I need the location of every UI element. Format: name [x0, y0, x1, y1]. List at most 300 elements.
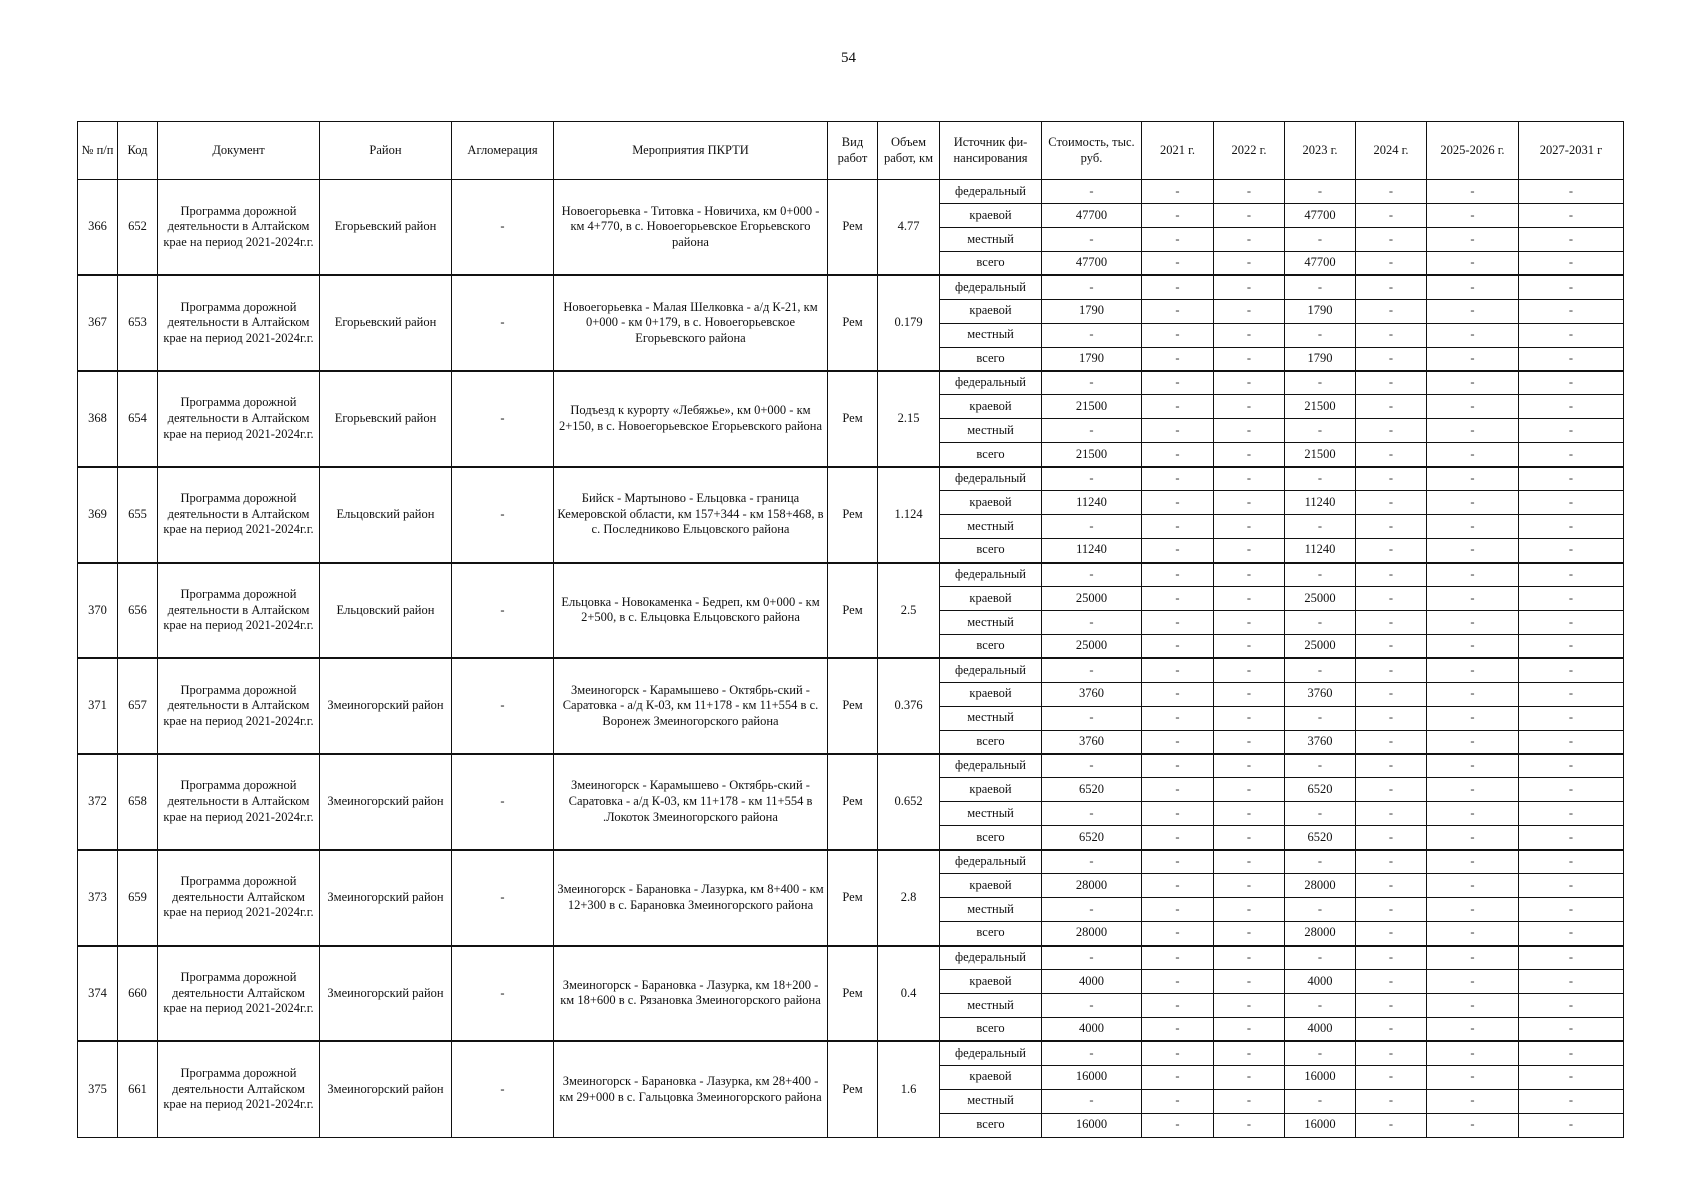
funding-y2024-cell: - — [1356, 180, 1427, 204]
row-agglomeration: - — [452, 563, 554, 659]
row-document: Программа дорожной деятельности Алтайском крае на период 2021-2024г.г. — [158, 946, 320, 1042]
funding-y2025-2026-cell: - — [1427, 563, 1519, 587]
funding-source-label: краевой — [940, 682, 1042, 706]
funding-source-label: местный — [940, 515, 1042, 539]
funding-y2027-2031-cell: - — [1519, 993, 1624, 1017]
funding-cost-cell: - — [1042, 706, 1142, 730]
header-2027-2031: 2027-2031 г — [1519, 122, 1624, 180]
funding-y2023-cell: - — [1285, 610, 1356, 634]
funding-y2021-cell: - — [1142, 658, 1214, 682]
funding-y2023-cell: - — [1285, 227, 1356, 251]
table-row — [78, 467, 1624, 491]
header-2024: 2024 г. — [1356, 122, 1427, 180]
row-code: 657 — [118, 658, 158, 754]
funding-y2022-cell: - — [1214, 586, 1285, 610]
funding-y2027-2031-cell: - — [1519, 419, 1624, 443]
row-work-type: Рем — [828, 371, 878, 467]
funding-source-label: местный — [940, 610, 1042, 634]
funding-y2025-2026-cell: - — [1427, 826, 1519, 850]
header-2021: 2021 г. — [1142, 122, 1214, 180]
funding-y2021-cell: - — [1142, 898, 1214, 922]
table-body — [78, 180, 1624, 1138]
funding-source-label: федеральный — [940, 467, 1042, 491]
funding-y2027-2031-cell: - — [1519, 467, 1624, 491]
funding-y2024-cell: - — [1356, 491, 1427, 515]
funding-source-label: федеральный — [940, 658, 1042, 682]
funding-y2021-cell: - — [1142, 180, 1214, 204]
funding-y2025-2026-cell: - — [1427, 802, 1519, 826]
row-number: 366 — [78, 180, 118, 276]
funding-y2022-cell: - — [1214, 993, 1285, 1017]
funding-y2027-2031-cell: - — [1519, 586, 1624, 610]
funding-y2022-cell: - — [1214, 539, 1285, 563]
row-district: Егорьевский район — [320, 275, 452, 371]
funding-y2022-cell: - — [1214, 299, 1285, 323]
funding-y2023-cell: 25000 — [1285, 586, 1356, 610]
row-work-type: Рем — [828, 275, 878, 371]
funding-y2027-2031-cell: - — [1519, 730, 1624, 754]
funding-y2024-cell: - — [1356, 802, 1427, 826]
funding-y2025-2026-cell: - — [1427, 634, 1519, 658]
funding-y2021-cell: - — [1142, 682, 1214, 706]
funding-y2024-cell: - — [1356, 730, 1427, 754]
funding-y2025-2026-cell: - — [1427, 1089, 1519, 1113]
funding-y2021-cell: - — [1142, 1089, 1214, 1113]
row-code: 661 — [118, 1041, 158, 1137]
header-2023: 2023 г. — [1285, 122, 1356, 180]
funding-y2021-cell: - — [1142, 826, 1214, 850]
table-row — [78, 946, 1624, 970]
funding-y2021-cell: - — [1142, 802, 1214, 826]
funding-cost-cell: 16000 — [1042, 1065, 1142, 1089]
funding-y2025-2026-cell: - — [1427, 1017, 1519, 1041]
funding-y2022-cell: - — [1214, 491, 1285, 515]
funding-y2027-2031-cell: - — [1519, 634, 1624, 658]
funding-source-label: местный — [940, 802, 1042, 826]
funding-y2025-2026-cell: - — [1427, 395, 1519, 419]
row-agglomeration: - — [452, 371, 554, 467]
row-work-type: Рем — [828, 850, 878, 946]
funding-y2023-cell: 11240 — [1285, 491, 1356, 515]
funding-cost-cell: 6520 — [1042, 778, 1142, 802]
funding-y2024-cell: - — [1356, 347, 1427, 371]
funding-y2025-2026-cell: - — [1427, 419, 1519, 443]
header-agglomeration: Агломерация — [452, 122, 554, 180]
funding-source-label: краевой — [940, 778, 1042, 802]
funding-y2027-2031-cell: - — [1519, 395, 1624, 419]
funding-y2027-2031-cell: - — [1519, 1113, 1624, 1137]
funding-source-label: всего — [940, 539, 1042, 563]
funding-y2023-cell: - — [1285, 180, 1356, 204]
funding-y2024-cell: - — [1356, 203, 1427, 227]
funding-source-label: местный — [940, 227, 1042, 251]
funding-y2025-2026-cell: - — [1427, 539, 1519, 563]
funding-y2027-2031-cell: - — [1519, 443, 1624, 467]
funding-y2022-cell: - — [1214, 826, 1285, 850]
funding-source-label: краевой — [940, 874, 1042, 898]
funding-y2025-2026-cell: - — [1427, 969, 1519, 993]
funding-y2022-cell: - — [1214, 275, 1285, 299]
funding-y2027-2031-cell: - — [1519, 969, 1624, 993]
row-number: 368 — [78, 371, 118, 467]
row-district: Змеиногорский район — [320, 754, 452, 850]
funding-source-label: федеральный — [940, 180, 1042, 204]
funding-cost-cell: - — [1042, 563, 1142, 587]
funding-y2021-cell: - — [1142, 850, 1214, 874]
row-event: Бийск - Мартыново - Ельцовка - граница Кемеровской области, км 157+344 - км 158+468, в с. Последниково Ельцовского района — [554, 467, 828, 563]
funding-y2027-2031-cell: - — [1519, 1041, 1624, 1065]
funding-cost-cell: - — [1042, 850, 1142, 874]
row-number: 369 — [78, 467, 118, 563]
funding-y2022-cell: - — [1214, 850, 1285, 874]
funding-y2023-cell: 1790 — [1285, 299, 1356, 323]
funding-y2024-cell: - — [1356, 850, 1427, 874]
funding-y2021-cell: - — [1142, 874, 1214, 898]
funding-cost-cell: 47700 — [1042, 251, 1142, 275]
funding-y2024-cell: - — [1356, 299, 1427, 323]
funding-y2021-cell: - — [1142, 586, 1214, 610]
funding-y2024-cell: - — [1356, 395, 1427, 419]
funding-cost-cell: - — [1042, 227, 1142, 251]
row-document: Программа дорожной деятельности Алтайском крае на период 2021-2024г.г. — [158, 1041, 320, 1137]
funding-y2022-cell: - — [1214, 371, 1285, 395]
funding-y2024-cell: - — [1356, 251, 1427, 275]
funding-y2027-2031-cell: - — [1519, 826, 1624, 850]
row-code: 659 — [118, 850, 158, 946]
funding-cost-cell: - — [1042, 1089, 1142, 1113]
funding-y2025-2026-cell: - — [1427, 443, 1519, 467]
funding-y2021-cell: - — [1142, 1041, 1214, 1065]
funding-y2024-cell: - — [1356, 754, 1427, 778]
page-number: 54 — [841, 50, 856, 66]
row-volume: 0.179 — [878, 275, 940, 371]
row-district: Змеиногорский район — [320, 1041, 452, 1137]
funding-y2027-2031-cell: - — [1519, 658, 1624, 682]
funding-y2027-2031-cell: - — [1519, 610, 1624, 634]
funding-y2021-cell: - — [1142, 395, 1214, 419]
row-code: 652 — [118, 180, 158, 276]
row-volume: 2.8 — [878, 850, 940, 946]
row-volume: 0.4 — [878, 946, 940, 1042]
funding-source-label: всего — [940, 634, 1042, 658]
row-volume: 0.376 — [878, 658, 940, 754]
funding-source-label: федеральный — [940, 754, 1042, 778]
funding-y2023-cell: 1790 — [1285, 347, 1356, 371]
funding-cost-cell: - — [1042, 993, 1142, 1017]
funding-y2027-2031-cell: - — [1519, 515, 1624, 539]
funding-y2022-cell: - — [1214, 395, 1285, 419]
header-work-type: Вид работ — [828, 122, 878, 180]
funding-source-label: краевой — [940, 299, 1042, 323]
funding-y2021-cell: - — [1142, 922, 1214, 946]
funding-y2023-cell: - — [1285, 898, 1356, 922]
funding-cost-cell: 4000 — [1042, 969, 1142, 993]
funding-cost-cell: - — [1042, 323, 1142, 347]
funding-y2024-cell: - — [1356, 1113, 1427, 1137]
funding-y2025-2026-cell: - — [1427, 1113, 1519, 1137]
funding-y2025-2026-cell: - — [1427, 227, 1519, 251]
funding-y2024-cell: - — [1356, 874, 1427, 898]
funding-y2023-cell: - — [1285, 275, 1356, 299]
funding-source-label: всего — [940, 251, 1042, 275]
funding-y2022-cell: - — [1214, 1041, 1285, 1065]
funding-y2025-2026-cell: - — [1427, 993, 1519, 1017]
row-work-type: Рем — [828, 1041, 878, 1137]
row-work-type: Рем — [828, 946, 878, 1042]
funding-y2027-2031-cell: - — [1519, 539, 1624, 563]
funding-y2027-2031-cell: - — [1519, 1017, 1624, 1041]
funding-y2023-cell: 3760 — [1285, 682, 1356, 706]
funding-y2025-2026-cell: - — [1427, 491, 1519, 515]
row-agglomeration: - — [452, 754, 554, 850]
funding-y2021-cell: - — [1142, 467, 1214, 491]
funding-y2025-2026-cell: - — [1427, 203, 1519, 227]
row-volume: 1.6 — [878, 1041, 940, 1137]
row-document: Программа дорожной деятельности в Алтайском крае на период 2021-2024г.г. — [158, 658, 320, 754]
funding-y2024-cell: - — [1356, 586, 1427, 610]
funding-y2024-cell: - — [1356, 515, 1427, 539]
row-number: 370 — [78, 563, 118, 659]
funding-source-label: местный — [940, 706, 1042, 730]
funding-y2024-cell: - — [1356, 371, 1427, 395]
funding-cost-cell: - — [1042, 802, 1142, 826]
row-number: 372 — [78, 754, 118, 850]
funding-y2022-cell: - — [1214, 419, 1285, 443]
funding-y2023-cell: 21500 — [1285, 443, 1356, 467]
row-volume: 4.77 — [878, 180, 940, 276]
funding-y2025-2026-cell: - — [1427, 874, 1519, 898]
funding-y2022-cell: - — [1214, 634, 1285, 658]
funding-y2025-2026-cell: - — [1427, 371, 1519, 395]
funding-y2021-cell: - — [1142, 778, 1214, 802]
funding-y2022-cell: - — [1214, 802, 1285, 826]
row-volume: 2.5 — [878, 563, 940, 659]
row-district: Егорьевский район — [320, 371, 452, 467]
row-agglomeration: - — [452, 658, 554, 754]
funding-cost-cell: - — [1042, 419, 1142, 443]
header-event: Мероприятия ПКРТИ — [554, 122, 828, 180]
funding-cost-cell: 1790 — [1042, 347, 1142, 371]
funding-y2021-cell: - — [1142, 969, 1214, 993]
funding-y2023-cell: 47700 — [1285, 203, 1356, 227]
row-event: Змеиногорск - Барановка - Лазурка, км 28+400 - км 29+000 в с. Гальцовка Змеиногорского района — [554, 1041, 828, 1137]
funding-y2021-cell: - — [1142, 491, 1214, 515]
row-document: Программа дорожной деятельности в Алтайском крае на период 2021-2024г.г. — [158, 563, 320, 659]
funding-y2023-cell: 47700 — [1285, 251, 1356, 275]
funding-y2024-cell: - — [1356, 1089, 1427, 1113]
row-code: 656 — [118, 563, 158, 659]
funding-y2024-cell: - — [1356, 467, 1427, 491]
funding-y2021-cell: - — [1142, 419, 1214, 443]
funding-y2023-cell: - — [1285, 658, 1356, 682]
row-agglomeration: - — [452, 467, 554, 563]
funding-y2022-cell: - — [1214, 969, 1285, 993]
funding-source-label: местный — [940, 993, 1042, 1017]
funding-source-label: федеральный — [940, 850, 1042, 874]
funding-source-label: федеральный — [940, 563, 1042, 587]
funding-y2024-cell: - — [1356, 826, 1427, 850]
funding-cost-cell: - — [1042, 515, 1142, 539]
funding-y2027-2031-cell: - — [1519, 898, 1624, 922]
header-source: Источник фи-нансирования — [940, 122, 1042, 180]
funding-y2023-cell: - — [1285, 850, 1356, 874]
funding-cost-cell: 11240 — [1042, 491, 1142, 515]
funding-y2027-2031-cell: - — [1519, 299, 1624, 323]
funding-y2023-cell: - — [1285, 515, 1356, 539]
funding-y2022-cell: - — [1214, 754, 1285, 778]
funding-y2021-cell: - — [1142, 323, 1214, 347]
funding-y2027-2031-cell: - — [1519, 850, 1624, 874]
funding-y2021-cell: - — [1142, 754, 1214, 778]
row-agglomeration: - — [452, 180, 554, 276]
row-code: 658 — [118, 754, 158, 850]
header-document: Документ — [158, 122, 320, 180]
header-district: Район — [320, 122, 452, 180]
funding-y2022-cell: - — [1214, 1065, 1285, 1089]
table-row — [78, 563, 1624, 587]
funding-y2023-cell: - — [1285, 1041, 1356, 1065]
funding-y2022-cell: - — [1214, 251, 1285, 275]
funding-y2024-cell: - — [1356, 969, 1427, 993]
funding-cost-cell: 3760 — [1042, 730, 1142, 754]
row-code: 653 — [118, 275, 158, 371]
row-code: 655 — [118, 467, 158, 563]
funding-source-label: всего — [940, 347, 1042, 371]
funding-y2022-cell: - — [1214, 1017, 1285, 1041]
funding-y2022-cell: - — [1214, 467, 1285, 491]
funding-y2023-cell: 16000 — [1285, 1113, 1356, 1137]
funding-y2021-cell: - — [1142, 275, 1214, 299]
funding-y2023-cell: - — [1285, 323, 1356, 347]
header-code: Код — [118, 122, 158, 180]
funding-y2023-cell: - — [1285, 993, 1356, 1017]
row-volume: 0.652 — [878, 754, 940, 850]
funding-y2025-2026-cell: - — [1427, 754, 1519, 778]
funding-y2021-cell: - — [1142, 227, 1214, 251]
row-code: 660 — [118, 946, 158, 1042]
funding-y2023-cell: 4000 — [1285, 1017, 1356, 1041]
funding-cost-cell: - — [1042, 275, 1142, 299]
funding-y2025-2026-cell: - — [1427, 586, 1519, 610]
funding-y2027-2031-cell: - — [1519, 778, 1624, 802]
funding-cost-cell: 16000 — [1042, 1113, 1142, 1137]
funding-y2021-cell: - — [1142, 610, 1214, 634]
funding-y2024-cell: - — [1356, 634, 1427, 658]
funding-y2022-cell: - — [1214, 347, 1285, 371]
funding-y2021-cell: - — [1142, 706, 1214, 730]
funding-y2021-cell: - — [1142, 1017, 1214, 1041]
funding-source-label: местный — [940, 419, 1042, 443]
funding-source-label: краевой — [940, 395, 1042, 419]
table-row — [78, 658, 1624, 682]
funding-y2025-2026-cell: - — [1427, 898, 1519, 922]
funding-y2027-2031-cell: - — [1519, 275, 1624, 299]
funding-cost-cell: 28000 — [1042, 922, 1142, 946]
funding-y2022-cell: - — [1214, 922, 1285, 946]
funding-y2027-2031-cell: - — [1519, 1065, 1624, 1089]
funding-y2025-2026-cell: - — [1427, 1065, 1519, 1089]
funding-y2023-cell: - — [1285, 754, 1356, 778]
funding-y2027-2031-cell: - — [1519, 371, 1624, 395]
funding-source-label: местный — [940, 898, 1042, 922]
funding-cost-cell: 21500 — [1042, 395, 1142, 419]
funding-y2025-2026-cell: - — [1427, 180, 1519, 204]
row-district: Змеиногорский район — [320, 946, 452, 1042]
header-cost: Стоимость, тыс. руб. — [1042, 122, 1142, 180]
road-works-table — [77, 121, 1624, 1138]
row-event: Новоегорьевка - Малая Шелковка - а/д К-21, км 0+000 - км 0+179, в с. Новоегорьевское Егорьевского района — [554, 275, 828, 371]
funding-y2025-2026-cell: - — [1427, 682, 1519, 706]
row-work-type: Рем — [828, 467, 878, 563]
table-row — [78, 850, 1624, 874]
funding-y2023-cell: - — [1285, 467, 1356, 491]
funding-y2027-2031-cell: - — [1519, 227, 1624, 251]
funding-y2023-cell: - — [1285, 946, 1356, 970]
funding-y2025-2026-cell: - — [1427, 658, 1519, 682]
funding-y2025-2026-cell: - — [1427, 778, 1519, 802]
funding-y2022-cell: - — [1214, 443, 1285, 467]
funding-cost-cell: 25000 — [1042, 634, 1142, 658]
table-row — [78, 754, 1624, 778]
row-volume: 2.15 — [878, 371, 940, 467]
row-event: Змеиногорск - Карамышево - Октябрь-ский - Саратовка - а/д К-03, км 11+178 - км 11+554 в .Локоток Змеиногорского района — [554, 754, 828, 850]
funding-y2023-cell: 16000 — [1285, 1065, 1356, 1089]
funding-source-label: всего — [940, 443, 1042, 467]
row-work-type: Рем — [828, 754, 878, 850]
funding-y2025-2026-cell: - — [1427, 299, 1519, 323]
funding-cost-cell: 21500 — [1042, 443, 1142, 467]
funding-y2024-cell: - — [1356, 1041, 1427, 1065]
header-volume: Объем работ, км — [878, 122, 940, 180]
funding-y2023-cell: - — [1285, 563, 1356, 587]
funding-y2027-2031-cell: - — [1519, 251, 1624, 275]
funding-y2023-cell: 28000 — [1285, 922, 1356, 946]
funding-y2022-cell: - — [1214, 610, 1285, 634]
row-document: Программа дорожной деятельности Алтайском крае на период 2021-2024г.г. — [158, 850, 320, 946]
row-agglomeration: - — [452, 1041, 554, 1137]
funding-y2022-cell: - — [1214, 1089, 1285, 1113]
funding-y2027-2031-cell: - — [1519, 874, 1624, 898]
row-code: 654 — [118, 371, 158, 467]
funding-cost-cell: - — [1042, 898, 1142, 922]
funding-y2027-2031-cell: - — [1519, 946, 1624, 970]
funding-y2021-cell: - — [1142, 515, 1214, 539]
funding-y2023-cell: 4000 — [1285, 969, 1356, 993]
funding-y2025-2026-cell: - — [1427, 515, 1519, 539]
header-2022: 2022 г. — [1214, 122, 1285, 180]
funding-cost-cell: 1790 — [1042, 299, 1142, 323]
funding-y2022-cell: - — [1214, 563, 1285, 587]
funding-y2021-cell: - — [1142, 203, 1214, 227]
funding-y2025-2026-cell: - — [1427, 706, 1519, 730]
funding-source-label: всего — [940, 1017, 1042, 1041]
funding-y2022-cell: - — [1214, 180, 1285, 204]
funding-cost-cell: 11240 — [1042, 539, 1142, 563]
funding-y2024-cell: - — [1356, 778, 1427, 802]
funding-cost-cell: 47700 — [1042, 203, 1142, 227]
funding-y2025-2026-cell: - — [1427, 347, 1519, 371]
funding-cost-cell: 6520 — [1042, 826, 1142, 850]
row-volume: 1.124 — [878, 467, 940, 563]
funding-y2024-cell: - — [1356, 682, 1427, 706]
funding-y2027-2031-cell: - — [1519, 563, 1624, 587]
funding-y2023-cell: - — [1285, 802, 1356, 826]
funding-y2025-2026-cell: - — [1427, 467, 1519, 491]
row-event: Ельцовка - Новокаменка - Бедреп, км 0+000 - км 2+500, в с. Ельцовка Ельцовского района — [554, 563, 828, 659]
funding-cost-cell: - — [1042, 946, 1142, 970]
funding-y2023-cell: - — [1285, 371, 1356, 395]
funding-y2027-2031-cell: - — [1519, 491, 1624, 515]
